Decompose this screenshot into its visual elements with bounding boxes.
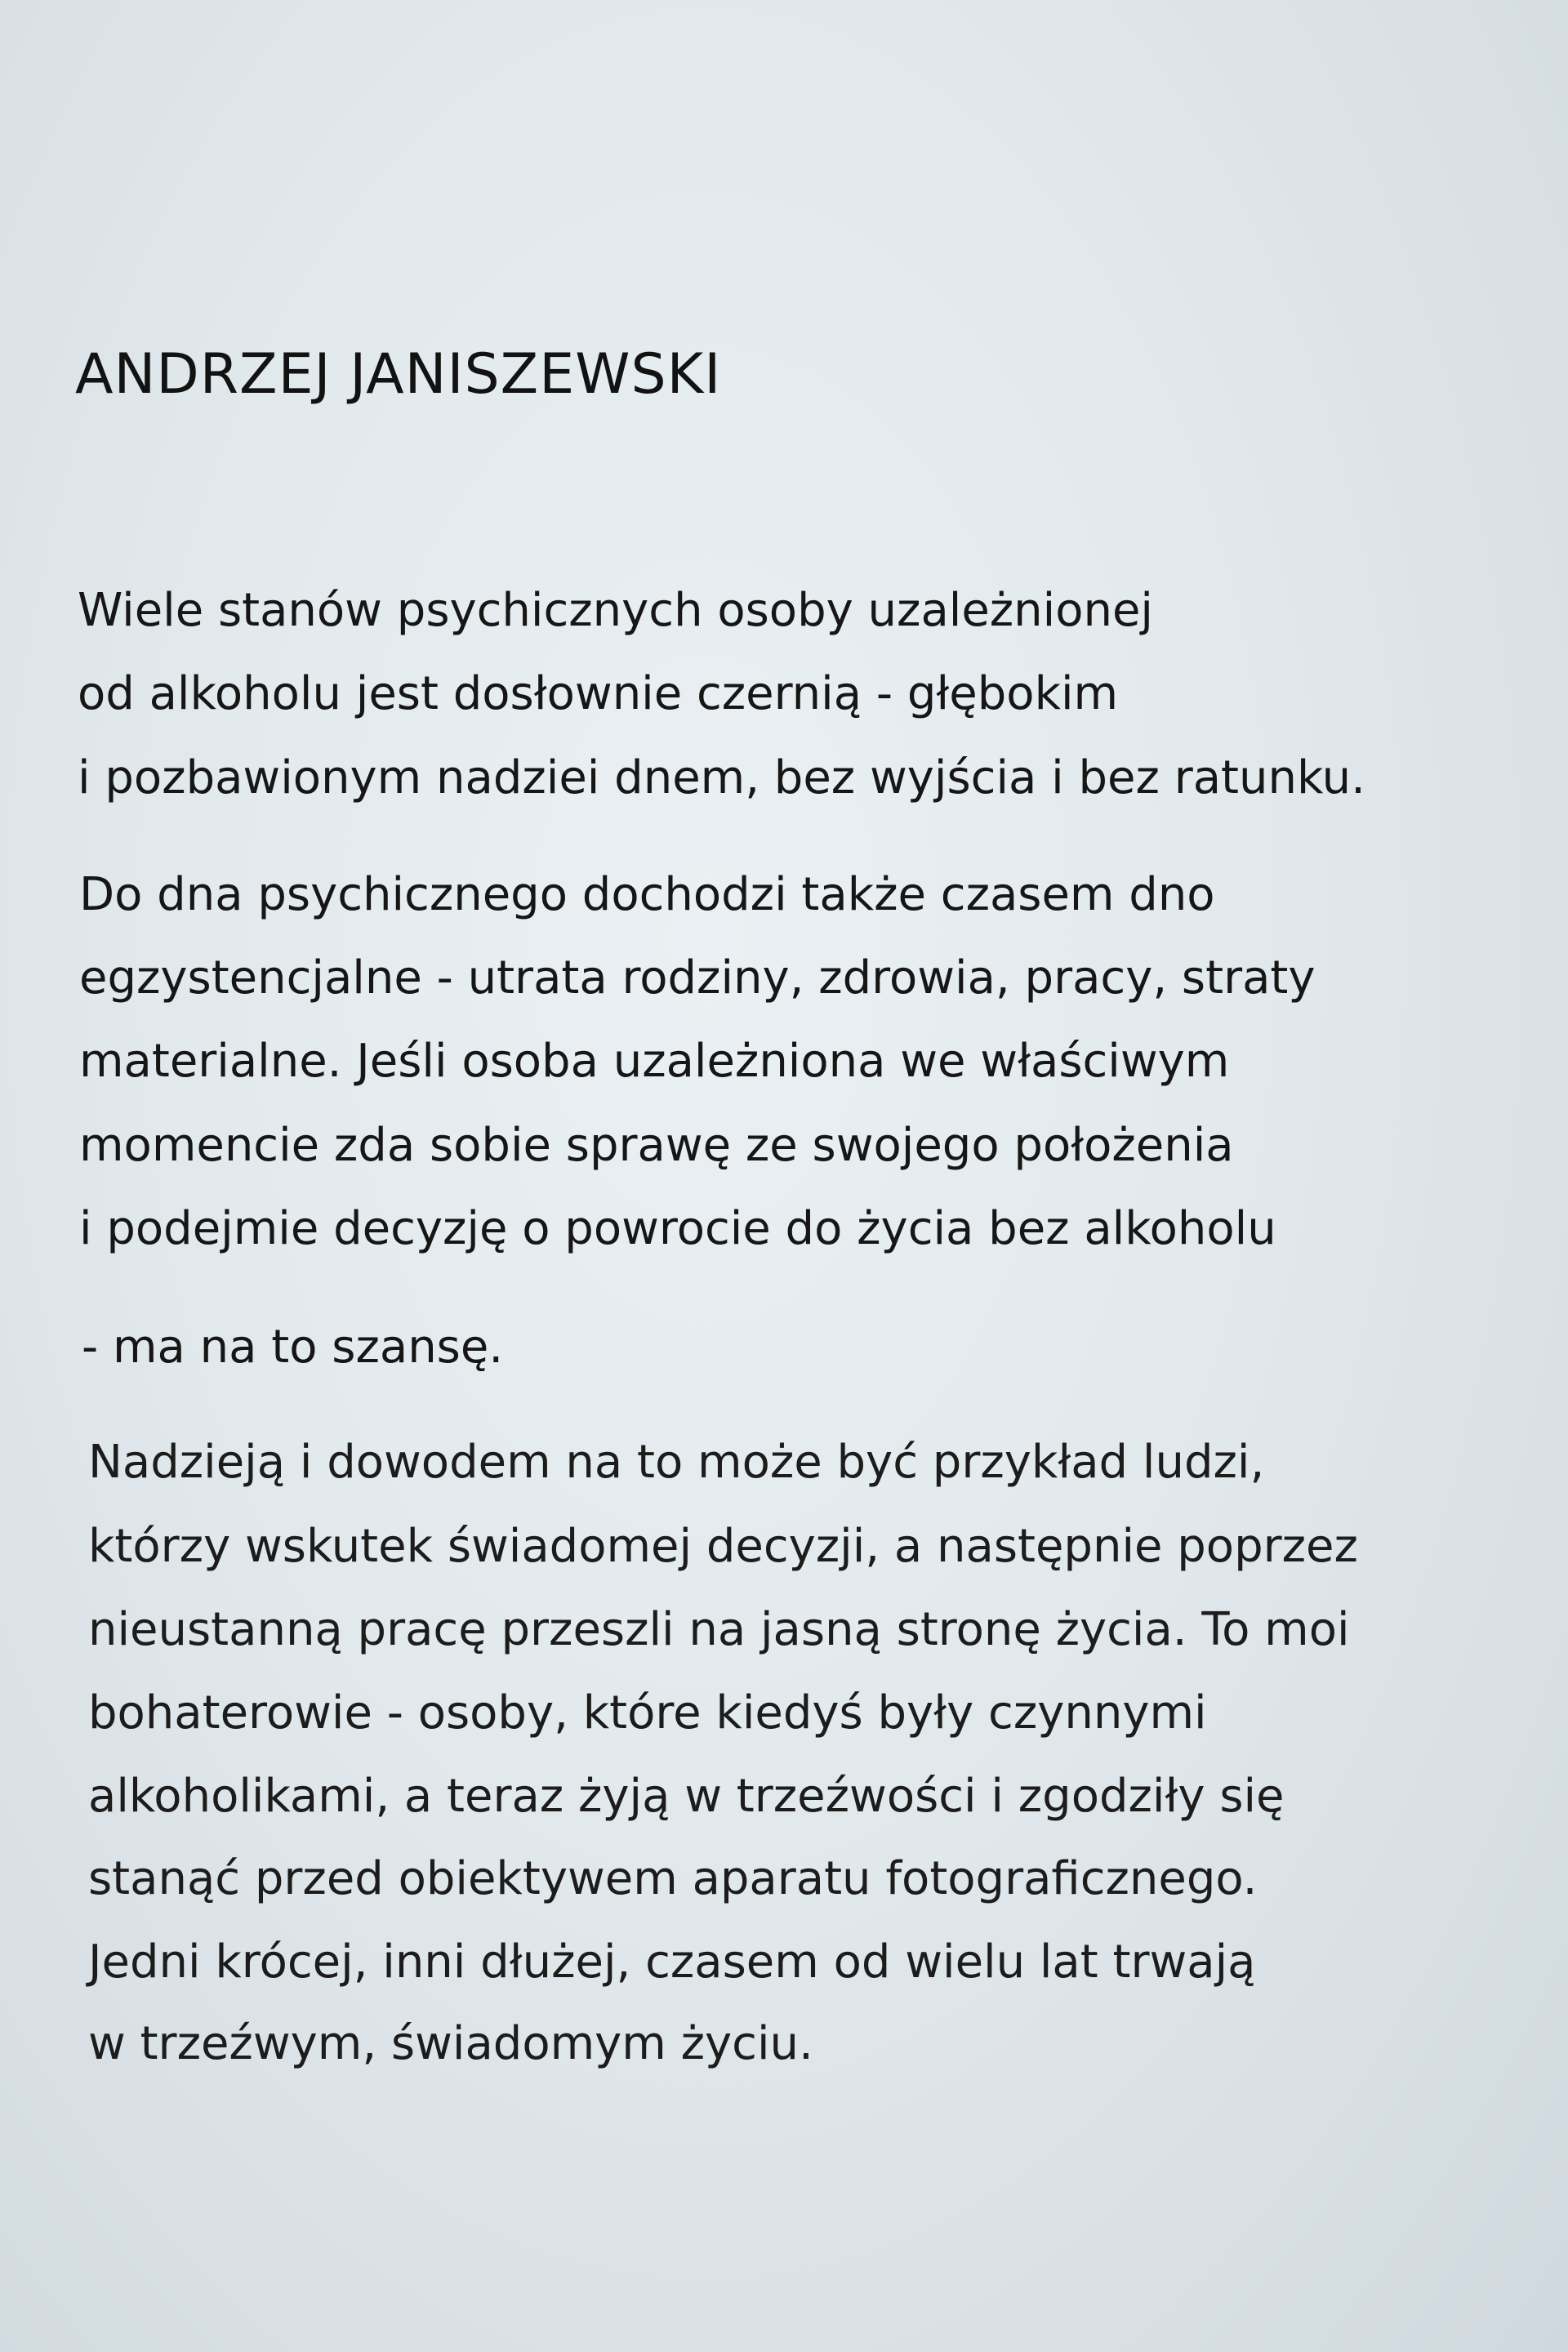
text-line: - ma na to szansę. — [82, 1321, 504, 1374]
text-line: i podejmie decyzję o powrocie do życia bez alkoholu — [79, 1202, 1276, 1255]
text-line: momencie zda sobie sprawę ze swojego położenia — [79, 1119, 1234, 1172]
text-line: bohaterowie - osoby, które kiedyś były czynnymi — [88, 1686, 1207, 1740]
text-line: w trzeźwym, świadomym życiu. — [88, 2017, 813, 2070]
text-line: alkoholikami, a teraz żyją w trzeźwości i zgodziły się — [88, 1770, 1285, 1823]
text-line: egzystencjalne - utrata rodziny, zdrowia, pracy, straty — [79, 951, 1316, 1004]
text-line: Wiele stanów psychicznych osoby uzależnionej — [78, 584, 1153, 637]
text-line: stanąć przed obiektywem aparatu fotograficznego. — [88, 1852, 1258, 1905]
text-line: Nadzieją i dowodem na to może być przykład ludzi, — [88, 1436, 1265, 1489]
text-line: materialne. Jeśli osoba uzależniona we właściwym — [79, 1035, 1230, 1088]
text-line: którzy wskutek świadomej decyzji, a następnie poprzez — [88, 1520, 1358, 1573]
text-line: nieustanną pracę przeszli na jasną stronę życia. To moi — [88, 1603, 1350, 1656]
text-line: od alkoholu jest dosłownie czernią - głębokim — [78, 667, 1119, 720]
text-line: i pozbawionym nadziei dnem, bez wyjścia i bez ratunku. — [78, 751, 1365, 804]
author-title: ANDRZEJ JANISZEWSKI — [75, 342, 722, 407]
text-line: Do dna psychicznego dochodzi także czasem dno — [79, 868, 1215, 921]
text-line: Jedni krócej, inni dłużej, czasem od wielu lat trwają — [88, 1936, 1256, 1989]
